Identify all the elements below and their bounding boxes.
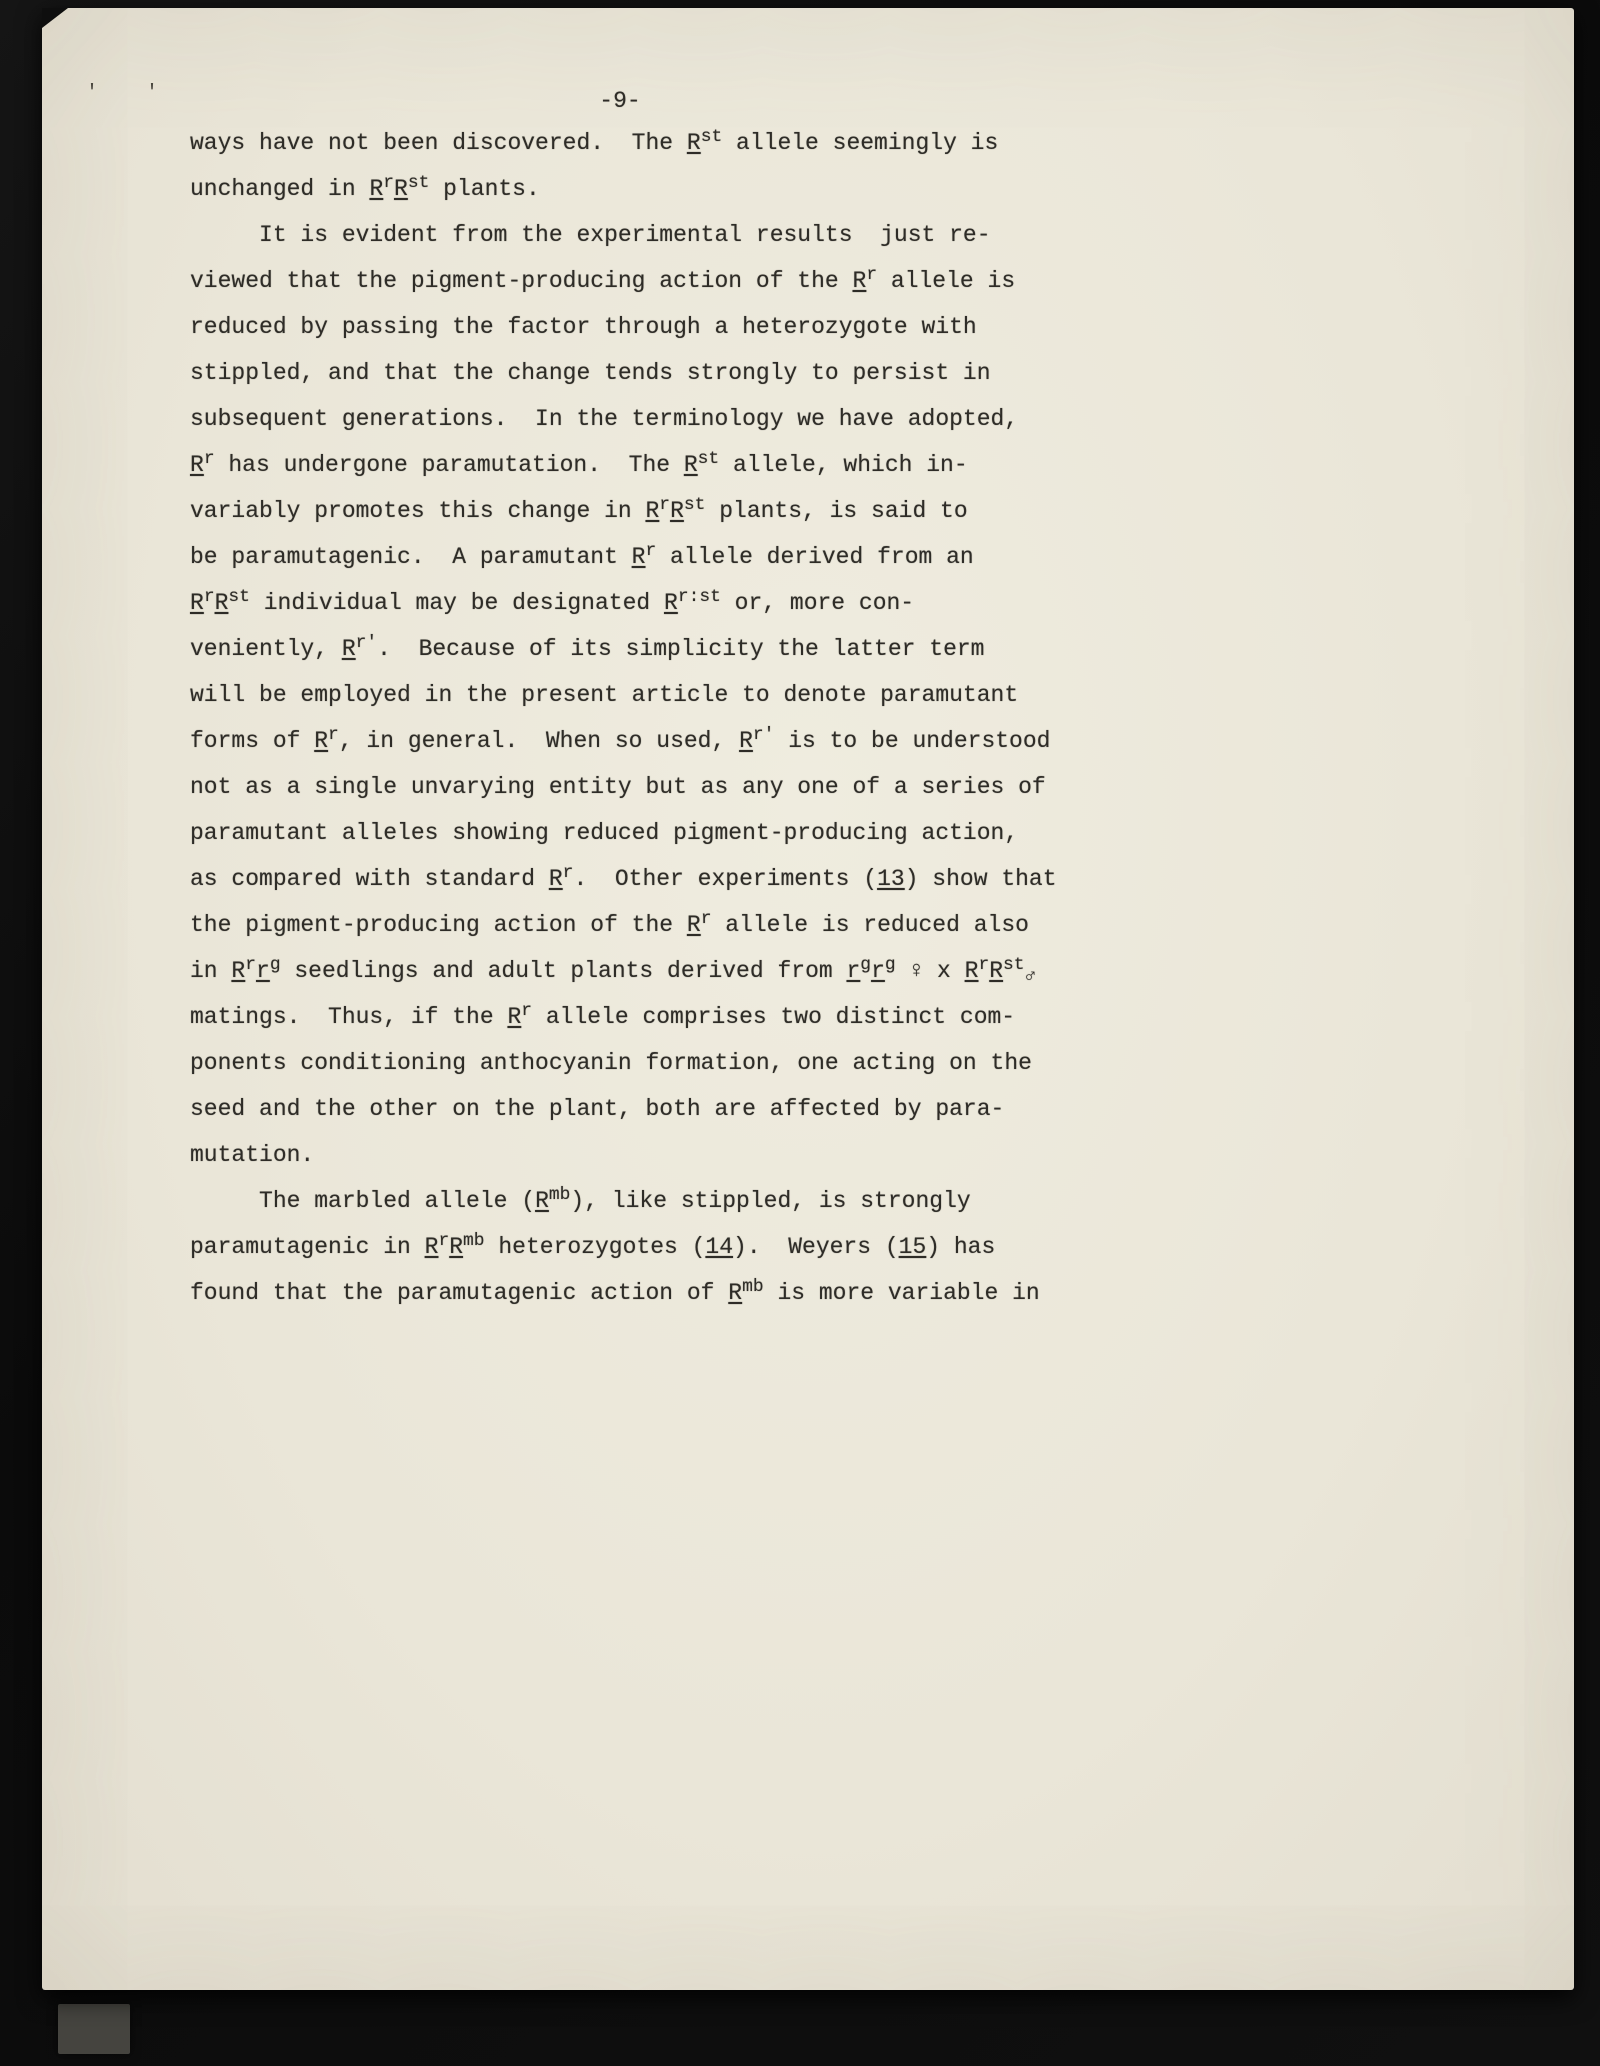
text-run: found that the paramutagenic action of — [190, 1280, 729, 1306]
text-run: ), like stippled, is strongly — [570, 1188, 971, 1214]
text-run: ponents conditioning anthocyanin formation, one acting on the — [190, 1050, 1032, 1076]
gene-symbol: R — [190, 452, 204, 478]
stray-typewriter-marks: ' ' — [86, 82, 159, 105]
superscript: r' — [355, 633, 378, 654]
text-run: variably promotes this change in — [190, 498, 646, 524]
text-run: ) has — [926, 1234, 996, 1260]
text-line — [190, 1086, 1057, 1132]
text-run: . Other experiments ( — [573, 866, 878, 892]
superscript: r — [978, 955, 990, 976]
superscript: r — [866, 265, 878, 286]
text-run: The marbled allele ( — [190, 1188, 536, 1214]
text-run: allele comprises two distinct com- — [532, 1004, 1016, 1030]
text-run: paramutagenic in — [190, 1234, 425, 1260]
gene-symbol: R — [214, 590, 229, 616]
text-line — [190, 488, 1057, 534]
gene-symbol: R — [670, 498, 684, 524]
text-run: allele is reduced also — [711, 912, 1029, 938]
text-run: ) show that — [904, 866, 1057, 892]
gene-symbol: r — [846, 958, 861, 984]
superscript: mb — [463, 1231, 485, 1252]
text-run: allele is — [877, 268, 1016, 294]
text-run: . Because of its simplicity the latter term — [377, 636, 985, 662]
superscript: r — [383, 173, 395, 194]
superscript: r — [245, 955, 256, 976]
gene-symbol: R — [394, 176, 408, 202]
text-run: paramutant alleles showing reduced pigment-producing action, — [190, 820, 1019, 846]
gene-symbol: R — [231, 958, 246, 984]
gene-symbol: R — [507, 1004, 522, 1030]
gene-symbol: R — [683, 452, 698, 478]
superscript: g — [269, 955, 281, 976]
text-line — [190, 764, 1057, 810]
text-line — [190, 810, 1057, 856]
text-run: allele derived from an — [656, 544, 974, 570]
text-line — [190, 442, 1057, 488]
gene-symbol: R — [424, 1234, 439, 1260]
text-run: seed and the other on the plant, both are affected by para- — [190, 1096, 1005, 1122]
text-run: heterozygotes ( — [484, 1234, 706, 1260]
text-line — [190, 534, 1057, 580]
text-line — [190, 994, 1057, 1040]
superscript: r — [700, 909, 712, 930]
gene-symbol: R — [964, 958, 979, 984]
gene-symbol: R — [190, 590, 204, 616]
superscript: st — [683, 495, 706, 516]
superscript: st — [700, 127, 723, 148]
text-run: ♀ x — [895, 958, 965, 984]
text-run: plants, is said to — [705, 498, 968, 524]
text-run: plants. — [429, 176, 540, 202]
superscript: mb — [548, 1185, 571, 1206]
text-run: allele, which in- — [719, 452, 968, 478]
text-run: subsequent generations. In the terminology we have adopted, — [190, 406, 1019, 432]
text-line — [190, 1040, 1057, 1086]
text-run: ). Weyers ( — [733, 1234, 899, 1260]
text-line — [190, 626, 1057, 672]
gene-symbol: R — [989, 958, 1004, 984]
text-run: mutation. — [190, 1142, 315, 1168]
text-line — [190, 1178, 1057, 1224]
gene-symbol: R — [535, 1188, 549, 1214]
text-run: in — [190, 958, 232, 984]
text-line — [190, 120, 1057, 166]
text-run: viewed that the pigment-producing action of the — [190, 268, 853, 294]
text-line — [190, 1224, 1057, 1270]
superscript: r — [645, 541, 657, 562]
text-run: has undergone paramutation. The — [214, 452, 684, 478]
superscript: r — [659, 495, 671, 516]
superscript: r — [203, 587, 215, 608]
superscript: r' — [752, 725, 775, 746]
superscript: g — [884, 955, 896, 976]
superscript: r:st — [677, 587, 721, 608]
text-run: reduced by passing the factor through a heterozygote with — [190, 314, 977, 340]
superscript: r — [438, 1231, 450, 1252]
text-line — [190, 166, 1057, 212]
text-line — [190, 856, 1057, 902]
superscript: st — [1003, 955, 1025, 976]
page — [42, 8, 1574, 1990]
superscript: st — [697, 449, 720, 470]
text-run: will be employed in the present article to denote paramutant — [190, 682, 1019, 708]
gene-symbol: R — [548, 866, 563, 892]
superscript: r — [521, 1001, 533, 1022]
gene-symbol: R — [664, 590, 678, 616]
text-run: be paramutagenic. A paramutant — [190, 544, 632, 570]
text-run: , in general. When so used, — [338, 728, 740, 754]
text-line — [190, 580, 1057, 626]
text-run: the pigment-producing action of the — [190, 912, 687, 938]
text-line — [190, 672, 1057, 718]
text-line — [190, 1270, 1057, 1316]
text-run: seedlings and adult plants derived from — [280, 958, 847, 984]
gene-symbol: R — [686, 130, 701, 156]
gene-symbol: R — [852, 268, 867, 294]
gene-symbol: R — [341, 636, 356, 662]
text-run: unchanged in — [190, 176, 370, 202]
gene-symbol: R — [631, 544, 646, 570]
gene-symbol: 15 — [898, 1234, 927, 1260]
subscript: ♂ — [1024, 964, 1037, 987]
gene-symbol: 13 — [877, 866, 905, 892]
text-run: is more variable in — [763, 1280, 1040, 1306]
text-line — [190, 350, 1057, 396]
page-number: -9- — [599, 88, 641, 114]
text-line — [190, 258, 1057, 304]
gene-symbol: R — [686, 912, 701, 938]
gene-symbol: R — [314, 728, 329, 754]
superscript: st — [407, 173, 430, 194]
text-run: not as a single unvarying entity but as any one of a series of — [190, 774, 1046, 800]
text-run: It is evident from the experimental results just re- — [190, 222, 991, 248]
gene-symbol: r — [871, 958, 885, 984]
corner-notch — [42, 8, 68, 28]
gene-symbol: 14 — [705, 1234, 734, 1260]
gene-symbol: R — [728, 1280, 743, 1306]
text-run: is to be understood — [774, 728, 1051, 754]
superscript: r — [203, 449, 215, 470]
text-line — [190, 212, 1057, 258]
text-line — [190, 304, 1057, 350]
gene-symbol: r — [256, 958, 270, 984]
superscript: st — [228, 587, 250, 608]
text-run: allele seemingly is — [722, 130, 999, 156]
text-run: veniently, — [190, 636, 342, 662]
text-line — [190, 902, 1057, 948]
gene-symbol: R — [739, 728, 753, 754]
text-run: ways have not been discovered. The — [190, 130, 687, 156]
text-line — [190, 1132, 1057, 1178]
underlying-page-scrap — [58, 2004, 130, 2054]
text-run: or, more con- — [720, 590, 915, 616]
page-text — [190, 120, 1057, 1316]
gene-symbol: R — [369, 176, 384, 202]
superscript: mb — [742, 1277, 764, 1298]
text-line — [190, 396, 1057, 442]
gene-symbol: R — [645, 498, 660, 524]
text-run: matings. Thus, if the — [190, 1004, 508, 1030]
text-line — [190, 718, 1057, 764]
text-run: forms of — [190, 728, 315, 754]
superscript: g — [860, 955, 872, 976]
gene-symbol: R — [449, 1234, 464, 1260]
superscript: r — [328, 725, 339, 746]
text-run: as compared with standard — [190, 866, 549, 892]
text-run: individual may be designated — [249, 590, 664, 616]
text-line — [190, 948, 1057, 994]
text-run: stippled, and that the change tends strongly to persist in — [190, 360, 991, 386]
superscript: r — [562, 863, 574, 884]
